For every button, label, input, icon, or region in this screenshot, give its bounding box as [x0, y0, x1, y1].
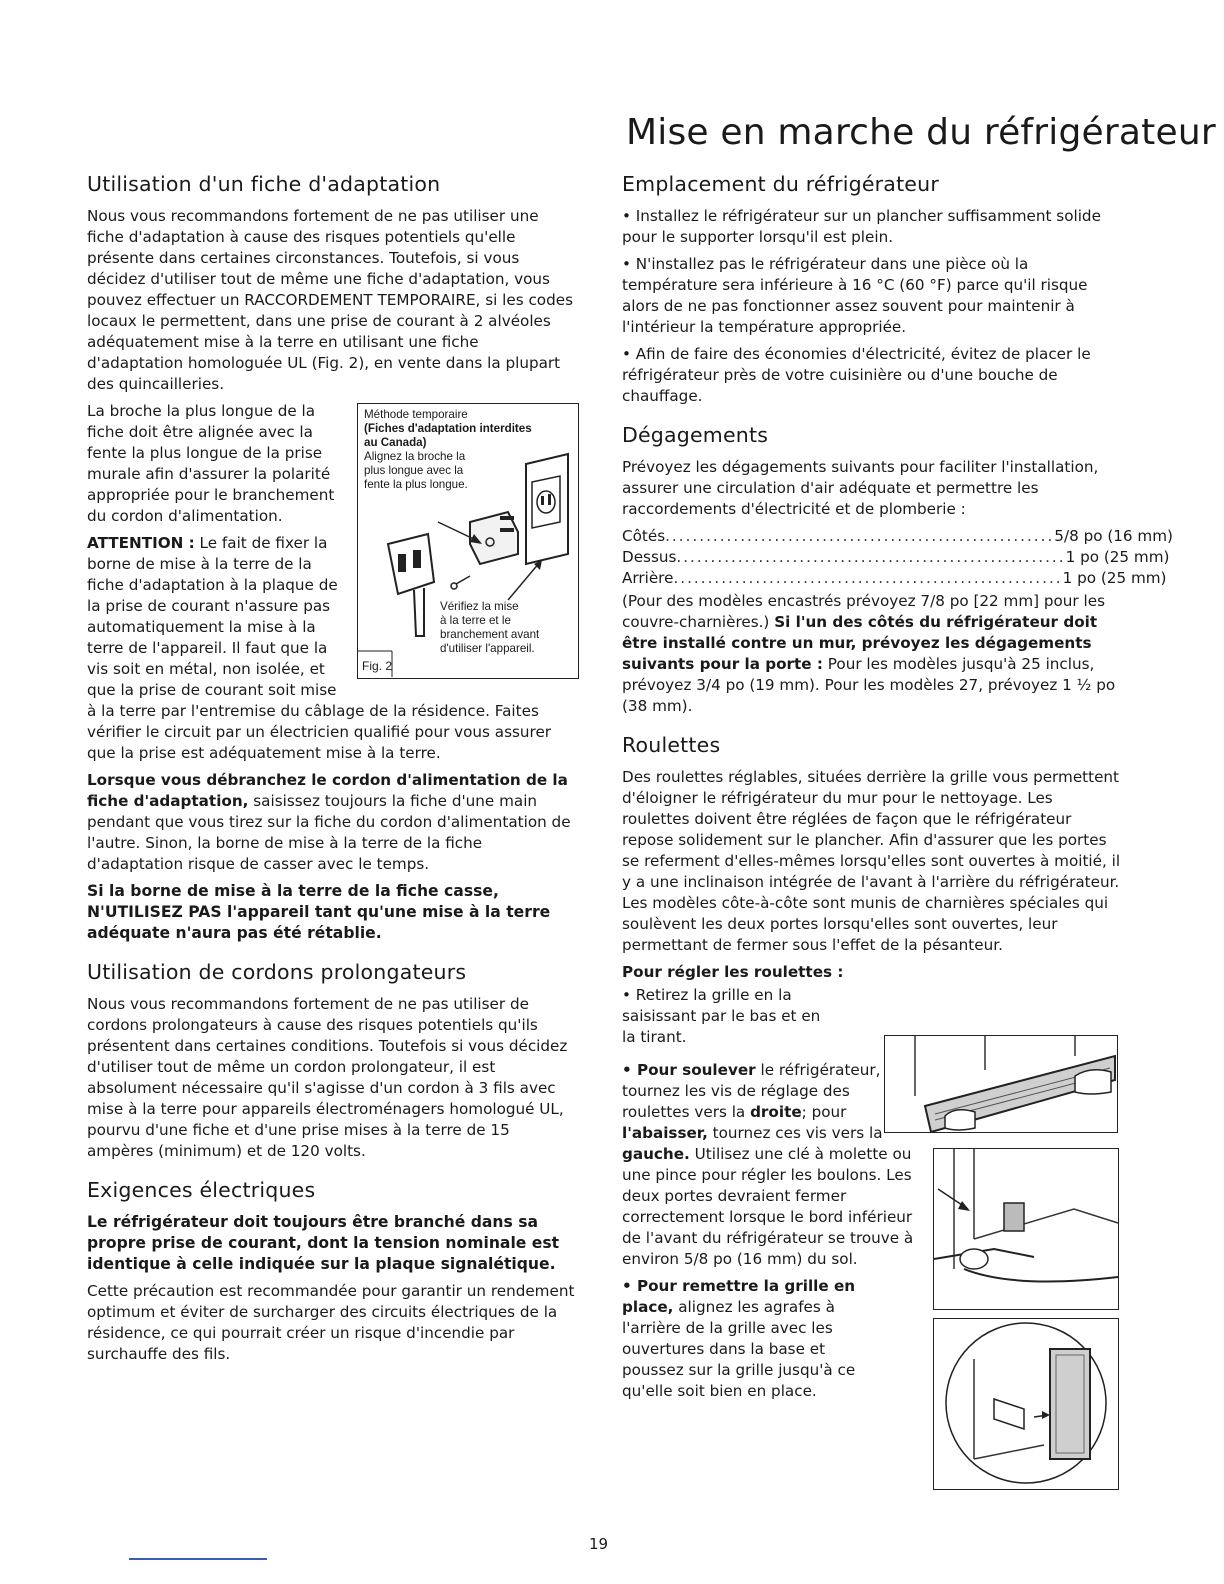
- rollers-heading: Roulettes: [622, 733, 721, 757]
- electrical-heading: Exigences électriques: [87, 1178, 316, 1202]
- fig2-line: fente la plus longue.: [364, 478, 468, 491]
- grille-replace-illustration: [933, 1318, 1119, 1490]
- fig2-line: au Canada): [364, 436, 427, 449]
- step-text: tournez ces vis vers la: [707, 1124, 883, 1142]
- fig2-line: plus longue avec la: [364, 464, 464, 477]
- fig2-verify-caption: [440, 600, 578, 656]
- extension-heading: Utilisation de cordons prolongateurs: [87, 960, 467, 984]
- fig2-line: Méthode temporaire: [364, 408, 468, 421]
- adapter-heading: Utilisation d'un fiche d'adaptation: [87, 172, 441, 196]
- fig2-box: [357, 403, 579, 679]
- step-remove-grille: • Retirez la grille en la saisissant par le bas et en la tirant.: [622, 986, 821, 1046]
- clearances-intro: Prévoyez les dégagements suivants pour faciliter l'installation, assurer une circulation d'air adéquate et permettre les raccordements d'électricité et de plomberie :: [622, 458, 1099, 518]
- clearance-row: Côtés ......................................................... 5/8 po (16 mm): [622, 527, 1173, 545]
- fig2-caption: [364, 408, 576, 492]
- page-title: Mise en marche du réfrigérateur: [626, 112, 1216, 153]
- clearances-heading: Dégagements: [622, 423, 769, 447]
- electrical-bold: Le réfrigérateur doit toujours être branché dans sa propre prise de courant, dont la tension nominale est identique à celle indiquée sur la plaque signalétique.: [87, 1213, 560, 1273]
- clearance-label: Dessus: [622, 548, 677, 566]
- step-bold: l'abaisser,: [622, 1124, 708, 1142]
- fig2-line: Alignez la broche la: [364, 450, 466, 463]
- extension-text: Nous vous recommandons fortement de ne pas utiliser de cordons prolongateurs à cause des risques potentiels qu'ils présentent dans certaines conditions. Toutefois si vous décidez d'utiliser tout de même un cordon prolongateur, il est absolument nécessaire qu'il s'agisse d'un cordon à 3 fils avec mise à la terre pour appareils électroménagers homologué UL, pourvu d'une fiche et d'une prise mises à la terre de 15 ampères (minimum) et de 120 volts.: [87, 995, 568, 1160]
- attention-text: Le fait de fixer la borne de mise à la terre de la fiche d'adaptation à la plaque de la prise de courant n'assure pas automatiquement la mise à la terre de l'appareil. Il faut que la vis soit en métal, non isolée, et que la prise de courant soit mise à la terre par l'entremise du câblage de la résidence. Faites vérifier le circuit par un électricien qualifié pour vous assurer que la prise est adéquatement mise à la terre.: [87, 534, 552, 762]
- roller-adjust-illustration: [933, 1148, 1119, 1310]
- electrical-text: Cette précaution est recommandée pour garantir un rendement optimum et éviter de surcharger des circuits électriques de la résidence, ce qui pourrait créer un risque d'incendie par surchauffe des fils.: [87, 1282, 575, 1363]
- unplug-bold: Lorsque vous débranchez le cordon d'alimentation de la fiche d'adaptation,: [87, 771, 568, 810]
- adapter-intro: Nous vous recommandons fortement de ne pas utiliser une fiche d'adaptation à cause des risques potentiels qu'elle présente dans certaines circonstances. Toutefois, si vous décidez d'utiliser tout de même une fiche d'adaptation, vous pouvez effectuer un RACCORDEMENT TEMPORAIRE, si les codes locaux le permettent, dans une prise de courant à 2 alvéoles adéquatement mise à la terre en utilisant une fiche d'adaptation homologuée UL (Fig. 2), en vente dans la plupart des quincailleries.: [87, 207, 573, 393]
- adapter-unplug: [87, 770, 579, 875]
- note-text: (Pour des modèles encastrés prévoyez 7/8 po [22 mm] pour les couvre-charnières.): [622, 592, 1105, 631]
- adapter-figure-block: [87, 401, 579, 770]
- page-number: 19: [589, 1535, 609, 1553]
- footer-rule: [129, 1558, 267, 1560]
- clearances-note: [622, 591, 1122, 717]
- step-bold: • Pour soulever: [622, 1061, 756, 1079]
- fig2-line: (Fiches d'adaptation interdites: [364, 422, 532, 435]
- adapter-polarity: La broche la plus longue de la fiche doit être alignée avec la fente la plus longue de la prise murale afin d'assurer la polarité appropriée pour le branchement du cordon d'alimentation.: [87, 402, 335, 525]
- adjust-heading: Pour régler les roulettes :: [622, 963, 844, 981]
- fig2-line: Vérifiez la mise: [440, 600, 519, 613]
- step-adjust: [622, 1060, 922, 1270]
- location-bullet: • Afin de faire des économies d'électricité, évitez de placer le réfrigérateur près de votre cuisinière ou d'une bouche de chauffage.: [622, 345, 1091, 405]
- clearance-row: Dessus ......................................................... 1 po (25 mm): [622, 548, 1170, 566]
- location-heading: Emplacement du réfrigérateur: [622, 172, 939, 196]
- adapter-warning: Si la borne de mise à la terre de la fiche casse, N'UTILISEZ PAS l'appareil tant qu'une mise à la terre adéquate n'aura pas été rétablie.: [87, 882, 551, 942]
- clearance-value: 5/8 po (16 mm): [1054, 527, 1173, 545]
- step-text: ; pour: [801, 1103, 847, 1121]
- clearance-row: Arrière ......................................................... 1 po (25 mm): [622, 569, 1167, 587]
- location-bullet: • Installez le réfrigérateur sur un plancher suffisamment solide pour le supporter lorsqu'il est plein.: [622, 207, 1101, 246]
- step-bold: • Pour remettre la grille en place,: [622, 1277, 856, 1316]
- rollers-text: Des roulettes réglables, situées derrière la grille vous permettent d'éloigner le réfrigérateur du mur pour le nettoyage. Les roulettes doivent être réglées de façon que le réfrigérateur repose solidement sur le plancher. Afin d'assurer que les portes se referment d'elles-mêmes lorsqu'elles sont ouvertes à moitié, il y a une inclinaison intégrée de l'avant à l'arrière du réfrigérateur. Les modèles côte-à-côte sont munis de charnières spéciales qui soulèvent les deux portes lorsqu'elles sont ouvertes, leur permettant de fermer sous l'effet de la pésanteur.: [622, 768, 1121, 954]
- grille-removal-illustration: [884, 1035, 1118, 1133]
- fig2-label: Fig. 2: [362, 659, 393, 673]
- fig2-line: d'utiliser l'appareil.: [440, 642, 535, 655]
- unplug-text: saisissez toujours la fiche d'une main pendant que vous tirez sur la fiche du cordon d'alimentation de l'autre. Sinon, la borne de mise à la terre de la fiche d'adaptation risque de casser avec le temps.: [87, 792, 571, 873]
- note-bold: Si l'un des côtés du réfrigérateur doit être installé contre un mur, prévoyez les dégagements suivants pour la porte :: [622, 613, 1098, 673]
- clearance-label: Arrière: [622, 569, 674, 587]
- step-text: Utilisez une clé à molette ou une pince pour régler les boulons. Les deux portes devraient fermer correctement lorsque le bord inférieur de l'avant du réfrigérateur se trouve à environ 5/8 po (16 mm) du sol.: [622, 1145, 914, 1268]
- clearances-list: [622, 526, 1173, 589]
- step-bold: droite: [750, 1103, 802, 1121]
- clearance-value: 1 po (25 mm): [1065, 548, 1170, 566]
- step-bold: gauche.: [622, 1145, 690, 1163]
- fig2-line: à la terre et le: [440, 614, 511, 627]
- rollers-steps: [622, 962, 914, 1402]
- note-end: Pour les modèles jusqu'à 25 inclus, prévoyez 3/4 po (19 mm). Pour les modèles 27, prévoyez 1 ½ po (38 mm).: [622, 655, 1116, 715]
- location-bullet: • N'installez pas le réfrigérateur dans une pièce où la température sera inférieure à 16 °C (60 °F) parce qu'il risque alors de ne pas fonctionner assez souvent pour maintenir à l'intérieur la température appropriée.: [622, 255, 1088, 336]
- fig2-line: branchement avant: [440, 628, 540, 641]
- clearance-value: 1 po (25 mm): [1062, 569, 1167, 587]
- step-replace-grille: [622, 1276, 882, 1402]
- step-text: le réfrigérateur, tournez les vis de réglage des roulettes vers la: [622, 1061, 881, 1121]
- attention-label: ATTENTION :: [87, 534, 195, 552]
- left-column: [87, 172, 579, 1371]
- step-text: alignez les agrafes à l'arrière de la grille avec les ouvertures dans la base et poussez sur la grille jusqu'à ce qu'elle soit bien en place.: [622, 1298, 856, 1400]
- clearance-label: Côtés: [622, 527, 666, 545]
